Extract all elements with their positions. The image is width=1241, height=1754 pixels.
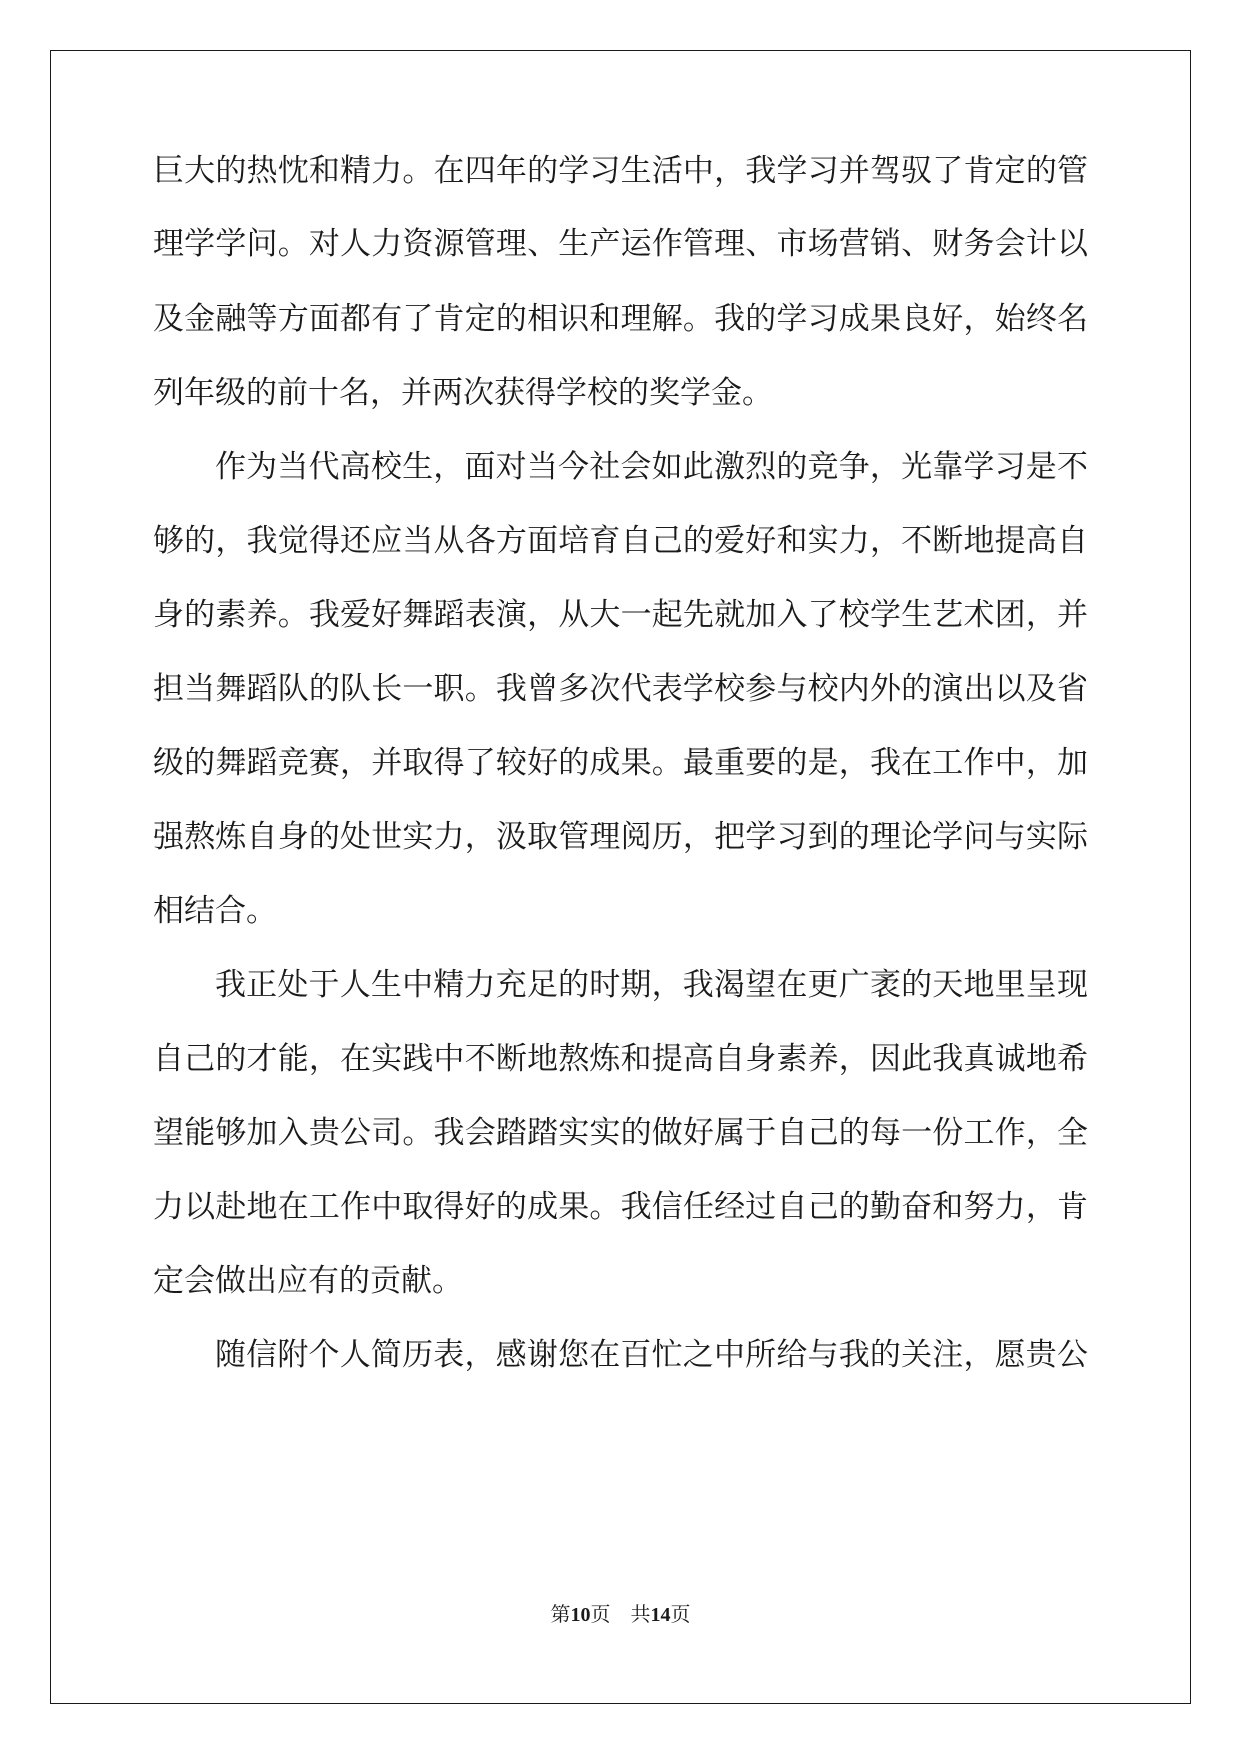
page-footer — [0, 1598, 1241, 1627]
text-line: 身的素养。我爱好舞蹈表演，从大一起先就加入了校学生艺术团，并 — [153, 597, 1088, 633]
footer-total-prefix: 共 — [630, 1604, 651, 1626]
text-line: 担当舞蹈队的队长一职。我曾多次代表学校参与校内外的演出以及省 — [153, 671, 1088, 707]
text-line: 理学学问。对人力资源管理、生产运作管理、市场营销、财务会计以 — [153, 226, 1088, 262]
footer-total-unit: 页 — [670, 1604, 691, 1626]
text-line: 力以赴地在工作中取得好的成果。我信任经过自己的勤奋和努力，肯 — [153, 1189, 1088, 1225]
text-line: 巨大的热忱和精力。在四年的学习生活中，我学习并驾驭了肯定的管 — [153, 153, 1088, 189]
current-page-number: 10 — [570, 1604, 591, 1626]
text-line: 列年级的前十名，并两次获得学校的奖学金。 — [153, 375, 773, 411]
text-line: 强熬炼自身的处世实力，汲取管理阅历，把学习到的理论学问与实际 — [153, 819, 1088, 855]
text-line: 及金融等方面都有了肯定的相识和理解。我的学习成果良好，始终名 — [153, 301, 1088, 337]
text-line: 定会做出应有的贡献。 — [153, 1263, 463, 1299]
text-line: 级的舞蹈竞赛，并取得了较好的成果。最重要的是，我在工作中，加 — [153, 745, 1088, 781]
text-line: 作为当代高校生，面对当今社会如此激烈的竞争，光靠学习是不 — [215, 449, 1088, 485]
text-line: 够的，我觉得还应当从各方面培育自己的爱好和实力，不断地提高自 — [153, 523, 1088, 559]
text-line: 我正处于人生中精力充足的时期，我渴望在更广袤的天地里呈现 — [215, 967, 1088, 1003]
text-line: 相结合。 — [153, 893, 277, 929]
text-line: 随信附个人简历表，感谢您在百忙之中所给与我的关注，愿贵公 — [215, 1337, 1088, 1373]
footer-prefix: 第 — [550, 1604, 571, 1626]
text-line: 望能够加入贵公司。我会踏踏实实的做好属于自己的每一份工作，全 — [153, 1115, 1088, 1151]
text-line: 自己的才能，在实践中不断地熬炼和提高自身素养，因此我真诚地希 — [153, 1041, 1088, 1077]
total-pages-number: 14 — [650, 1604, 671, 1626]
footer-page-unit: 页 — [590, 1604, 611, 1626]
